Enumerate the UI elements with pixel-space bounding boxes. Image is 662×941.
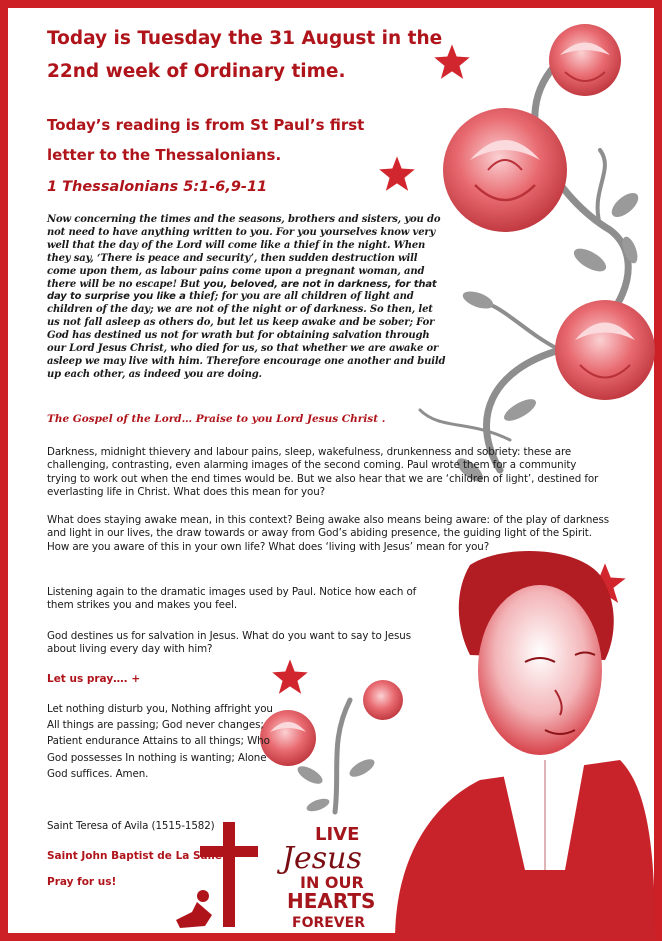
- reflection-paragraph-1: Darkness, midnight thievery and labour pains, sleep, wakefulness, drunkenness and sobriety: these are challenging, contrasting, even alarming images of the second coming. Paul wrote them for a community trying to work out when the end times would be. But we also hear that we are ‘children of light’, destined for everlasting life in Christ. What does this mean for you?: [47, 446, 599, 498]
- logo-line1: LIVE: [315, 824, 360, 845]
- scripture-part3: thief; for you are all children of light and children of the day; we are not of the night or of darkness. So then, let us not fall asleep as others do, but let us keep awake and be sober; For God has destined us not for wrath but for obtaining salvation through our Lord Jesus Christ, who died for us, so that whether we are awake or asleep we may live with him. Therefore encourage one another and build up each other, as indeed you are doing.: [47, 291, 446, 380]
- scripture-passage: [47, 214, 447, 382]
- rose-bud: [363, 680, 403, 720]
- reflection-paragraph-4: God destines us for salvation in Jesus. What do you want to say to Jesus about living every day with him?: [47, 630, 411, 656]
- logo-line4: FOREVER: [292, 915, 365, 931]
- page-title: Today is Tuesday the 31 August in the 22nd week of Ordinary time.: [47, 28, 443, 82]
- logo-line2: IN OUR: [300, 873, 364, 892]
- rose-middle: [555, 300, 655, 400]
- praying-figure-icon: [176, 890, 212, 928]
- scripture-part1: Now concerning the times and the seasons, brothers and sisters, you do not need to have anything written to you. For you yourselves know very well that the day of the Lord will come like a thief in the night. When they say, ‘There is peace and security’, then sudden destruction will come upon them, as labour pains come upon a pregnant woman, and there will be no escape! But: [47, 214, 441, 290]
- scripture-reference: 1 Thessalonians 5:1-6,9-11: [47, 179, 268, 195]
- rose-top: [549, 24, 621, 96]
- logo-script: Jesus: [282, 841, 362, 876]
- gospel-acclamation: The Gospel of the Lord… Praise to you Lord Jesus Christ .: [47, 413, 386, 425]
- reflection-paragraph-3: Listening again to the dramatic images used by Paul. Notice how each of them strikes you and makes you feel.: [47, 586, 417, 612]
- invocation: Pray for us!: [47, 876, 117, 888]
- logo-line3: HEARTS: [287, 889, 376, 913]
- saint-name: Saint John Baptist de La Salle: [47, 850, 222, 862]
- jesus-live-in-our-hearts-logo: [276, 824, 375, 931]
- prayer-text: Let nothing disturb you, Nothing affright you All things are passing; God never changes; Patient endurance Attains to all things; Who God possesses In nothing is wanting; Alone God suffices. Amen.: [47, 703, 273, 780]
- rose-large: [443, 108, 567, 232]
- star-icon: [271, 658, 309, 695]
- saint-portrait: [395, 551, 655, 940]
- scripture-part2: you, beloved, are not in darkness, for that day to surprise you like a: [47, 278, 437, 303]
- prayer-attribution: Saint Teresa of Avila (1515-1582): [47, 820, 215, 832]
- reading-intro: Today’s reading is from St Paul’s first letter to the Thessalonians.: [47, 116, 365, 164]
- prayer-heading: Let us pray…. +: [47, 673, 141, 685]
- reflection-paragraph-2: What does staying awake mean, in this context? Being awake also means being aware: of the play of darkness and light in our lives, the draw towards or away from God’s abiding presence, the guiding light of the Spirit. How are you aware of this in your own life? What does ‘living with Jesus’ mean for you?: [47, 514, 610, 553]
- cross-icon: [200, 822, 258, 927]
